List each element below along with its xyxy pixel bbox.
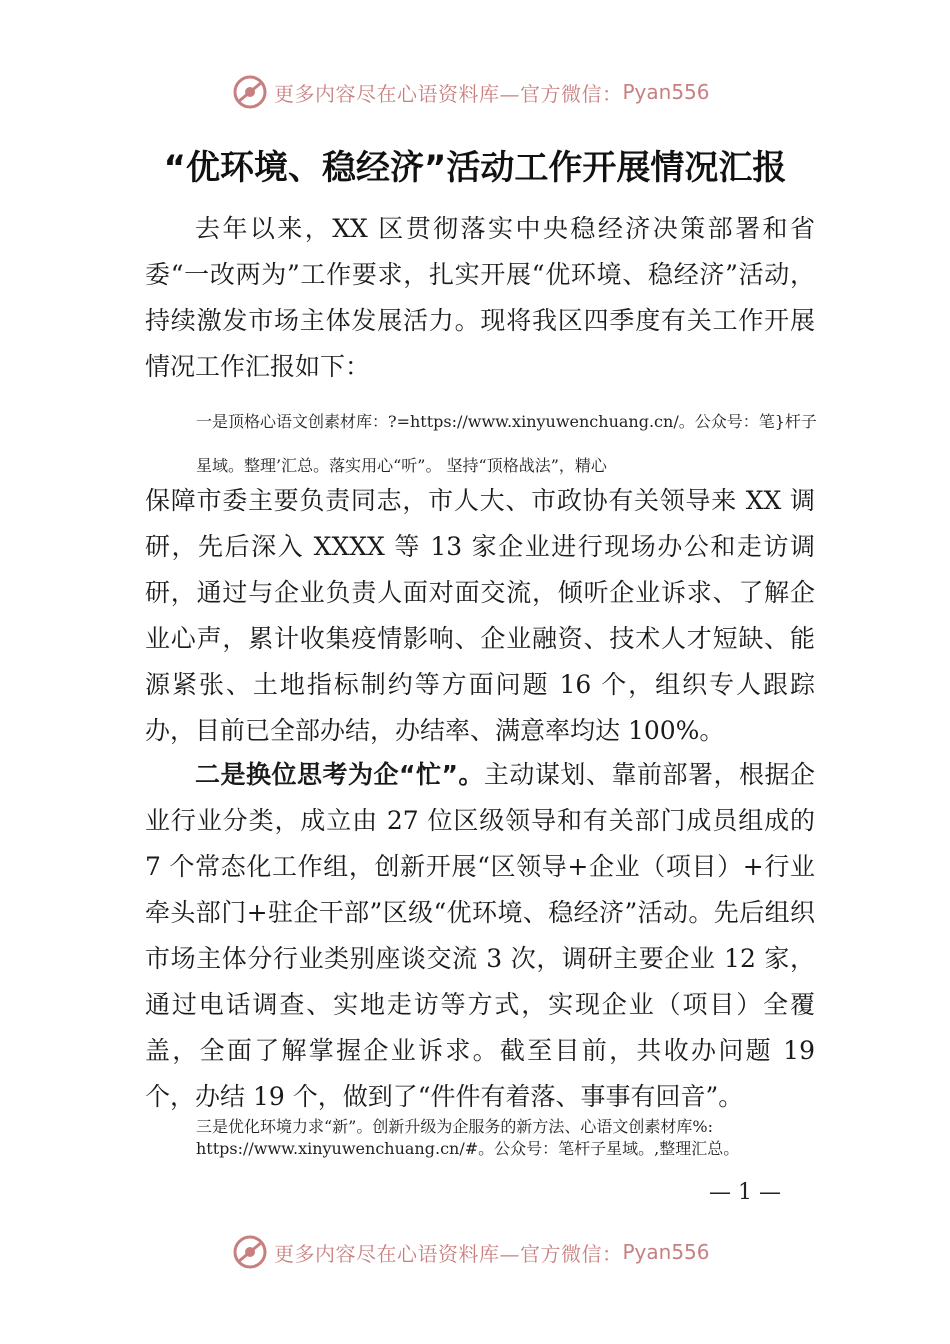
page-number: — 1 — bbox=[709, 1180, 781, 1205]
document-title: “优环境、稳经济”活动工作开展情况汇报 bbox=[163, 148, 787, 188]
inserted-note-1: 一是顶格心语文创素材库：?=https://www.xinyuwenchuang.cn/。公众号：笔}杆子星域。整理’汇总。落实用心“听”。 坚持“顶格战法”，精心 bbox=[196, 412, 817, 475]
inserted-note-2: 三是优化环境力求“新”。创新升级为企服务的新方法、心语文创素材库%: https://www.xinyuwenchuang.cn/#。公众号：笔杆子星域。,整理汇总。 bbox=[196, 1117, 740, 1158]
paragraph-2-body: 主动谋划、靠前部署，根据企业行业分类，成立由 27 位区级领导和有关部门成员组成的 7 个常态化工作组，创新开展“区领导+企业（项目）+行业牵头部门+驻企干部”区级“优环境、稳经济”活动。先后组织市场主体分行业类别座谈交流 3 次，调研主要企业 12 家，通过电话调查、实地走访等方式，实现企业（项目）全覆盖，全面了解掌握企业诉求。截至目前，共收办问题 19 个，办结 19 个，做到了“件件有着落、事事有回音”。 bbox=[145, 760, 815, 1111]
watermark-logo-icon bbox=[230, 1232, 270, 1272]
watermark-footer bbox=[230, 1232, 750, 1272]
watermark-text: 更多内容尽在心语资料库—官方微信： bbox=[274, 81, 623, 106]
paragraph-2-heading: 二是换位思考为企“忙”。 bbox=[195, 760, 484, 789]
watermark-logo-icon bbox=[230, 72, 270, 112]
paragraph-1-continued: 保障市委主要负责同志，市人大、市政协有关领导来 XX 调研，先后深入 XXXX 等 13 家企业进行现场办公和走访调研，通过与企业负责人面对面交流，倾听企业诉求、了解企业心声，累计收集疫情影响、企业融资、技术人才短缺、能源紧张、土地指标制约等方面问题 16 个，组织专人跟踪办，目前已全部办结，办结率、满意率均达 100%。 bbox=[145, 486, 815, 745]
intro-paragraph: 去年以来，XX 区贯彻落实中央稳经济决策部署和省委“一改两为”工作要求，扎实开展“优环境、稳经济”活动，持续激发市场主体发展活力。现将我区四季度有关工作开展情况工作汇报如下： bbox=[145, 214, 815, 381]
watermark-wechat-id: Pyan556 bbox=[622, 80, 710, 104]
watermark-wechat-id: Pyan556 bbox=[622, 1240, 710, 1264]
watermark-header bbox=[230, 72, 750, 112]
paragraph-2 bbox=[145, 752, 815, 1120]
watermark-text: 更多内容尽在心语资料库—官方微信： bbox=[274, 1241, 623, 1266]
